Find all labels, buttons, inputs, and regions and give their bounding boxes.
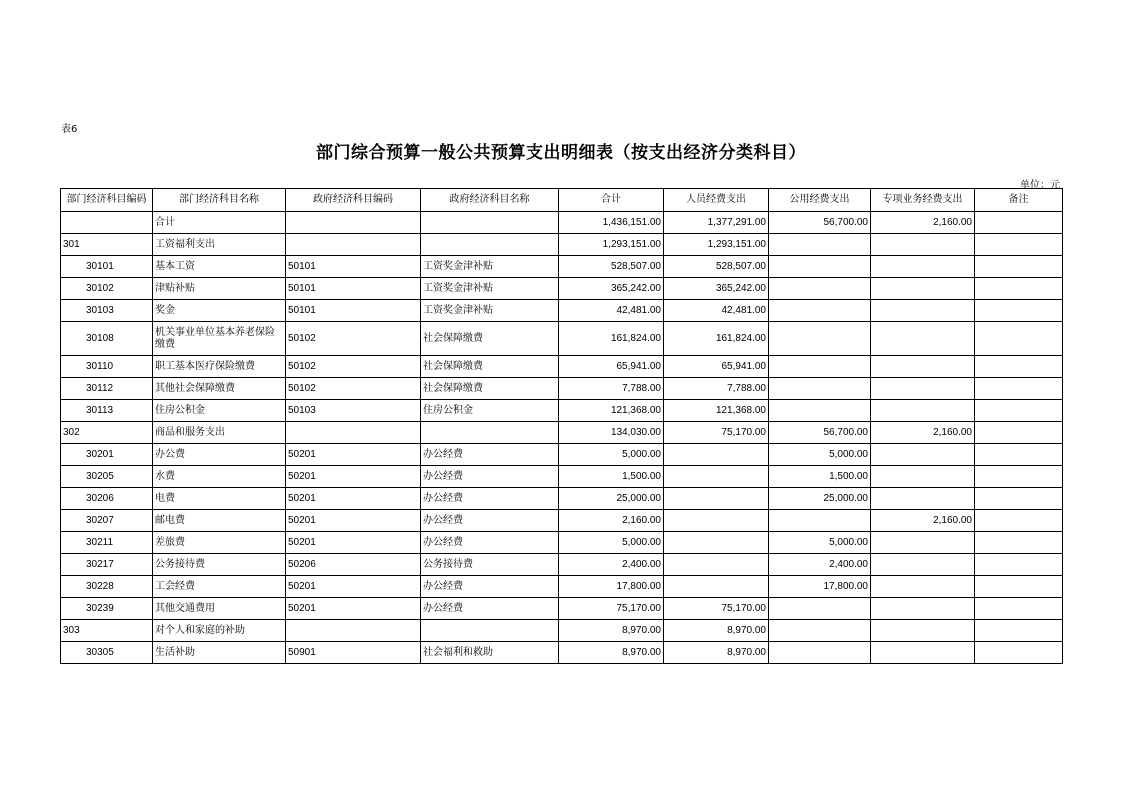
gov-code-cell: 50101 xyxy=(286,300,421,322)
table-row xyxy=(61,488,1063,510)
gov-name-cell xyxy=(421,234,559,256)
gov-code-cell xyxy=(286,212,421,234)
public-cell: 5,000.00 xyxy=(769,444,871,466)
gov-name-cell xyxy=(421,422,559,444)
total-cell: 1,500.00 xyxy=(559,466,664,488)
dept-name-cell: 商品和服务支出 xyxy=(153,422,286,444)
table-row xyxy=(61,400,1063,422)
special-cell xyxy=(871,598,975,620)
special-cell xyxy=(871,444,975,466)
public-cell xyxy=(769,620,871,642)
gov-code-cell: 50102 xyxy=(286,356,421,378)
note-cell xyxy=(975,356,1063,378)
note-cell xyxy=(975,466,1063,488)
column-header-public: 公用经费支出 xyxy=(769,189,871,212)
gov-code-cell: 50102 xyxy=(286,322,421,356)
note-cell xyxy=(975,554,1063,576)
note-cell xyxy=(975,322,1063,356)
dept-code-cell: 30108 xyxy=(61,322,153,356)
total-cell: 65,941.00 xyxy=(559,356,664,378)
note-cell xyxy=(975,234,1063,256)
note-cell xyxy=(975,256,1063,278)
column-header-gov-name: 政府经济科目名称 xyxy=(421,189,559,212)
dept-name-cell: 公务接待费 xyxy=(153,554,286,576)
dept-name-cell: 合计 xyxy=(153,212,286,234)
special-cell xyxy=(871,488,975,510)
public-cell xyxy=(769,300,871,322)
budget-detail-table xyxy=(60,188,1063,664)
table-row xyxy=(61,212,1063,234)
dept-code-cell: 30102 xyxy=(61,278,153,300)
public-cell xyxy=(769,400,871,422)
gov-name-cell: 办公经费 xyxy=(421,598,559,620)
column-header-gov-code: 政府经济科目编码 xyxy=(286,189,421,212)
total-cell: 8,970.00 xyxy=(559,620,664,642)
personnel-cell: 8,970.00 xyxy=(664,642,769,664)
personnel-cell: 161,824.00 xyxy=(664,322,769,356)
dept-code-cell: 30205 xyxy=(61,466,153,488)
column-header-dept-code: 部门经济科目编码 xyxy=(61,189,153,212)
special-cell xyxy=(871,554,975,576)
dept-code-cell: 30228 xyxy=(61,576,153,598)
gov-name-cell: 办公经费 xyxy=(421,510,559,532)
total-cell: 121,368.00 xyxy=(559,400,664,422)
public-cell xyxy=(769,256,871,278)
note-cell xyxy=(975,212,1063,234)
note-cell xyxy=(975,620,1063,642)
gov-name-cell: 社会保障缴费 xyxy=(421,378,559,400)
dept-name-cell: 水费 xyxy=(153,466,286,488)
special-cell xyxy=(871,642,975,664)
dept-code-cell: 30211 xyxy=(61,532,153,554)
column-header-note: 备注 xyxy=(975,189,1063,212)
table-row xyxy=(61,256,1063,278)
table-row xyxy=(61,510,1063,532)
note-cell xyxy=(975,400,1063,422)
column-header-dept-name: 部门经济科目名称 xyxy=(153,189,286,212)
special-cell xyxy=(871,378,975,400)
special-cell xyxy=(871,400,975,422)
gov-code-cell: 50201 xyxy=(286,488,421,510)
dept-code-cell: 30206 xyxy=(61,488,153,510)
table-row xyxy=(61,444,1063,466)
personnel-cell: 1,293,151.00 xyxy=(664,234,769,256)
table-header-row xyxy=(61,189,1063,212)
dept-name-cell: 其他交通费用 xyxy=(153,598,286,620)
gov-name-cell: 工资奖金津补贴 xyxy=(421,278,559,300)
public-cell xyxy=(769,642,871,664)
personnel-cell: 75,170.00 xyxy=(664,422,769,444)
dept-name-cell: 职工基本医疗保险缴费 xyxy=(153,356,286,378)
total-cell: 161,824.00 xyxy=(559,322,664,356)
gov-code-cell xyxy=(286,422,421,444)
total-cell: 75,170.00 xyxy=(559,598,664,620)
dept-name-cell: 邮电费 xyxy=(153,510,286,532)
note-cell xyxy=(975,598,1063,620)
gov-code-cell: 50201 xyxy=(286,444,421,466)
public-cell: 5,000.00 xyxy=(769,532,871,554)
personnel-cell: 8,970.00 xyxy=(664,620,769,642)
note-cell xyxy=(975,642,1063,664)
dept-code-cell: 30201 xyxy=(61,444,153,466)
dept-code-cell: 302 xyxy=(61,422,153,444)
table-row xyxy=(61,532,1063,554)
dept-name-cell: 对个人和家庭的补助 xyxy=(153,620,286,642)
special-cell xyxy=(871,278,975,300)
table-row xyxy=(61,278,1063,300)
public-cell: 1,500.00 xyxy=(769,466,871,488)
special-cell xyxy=(871,532,975,554)
public-cell xyxy=(769,278,871,300)
gov-code-cell: 50201 xyxy=(286,576,421,598)
column-header-special: 专项业务经费支出 xyxy=(871,189,975,212)
note-cell xyxy=(975,444,1063,466)
gov-code-cell: 50201 xyxy=(286,510,421,532)
gov-code-cell: 50201 xyxy=(286,532,421,554)
total-cell: 17,800.00 xyxy=(559,576,664,598)
public-cell: 2,400.00 xyxy=(769,554,871,576)
gov-code-cell xyxy=(286,620,421,642)
column-header-personnel: 人员经费支出 xyxy=(664,189,769,212)
public-cell xyxy=(769,356,871,378)
table-row xyxy=(61,576,1063,598)
table-number-label: 表6 xyxy=(61,124,78,135)
table-row xyxy=(61,642,1063,664)
dept-code-cell: 30207 xyxy=(61,510,153,532)
personnel-cell: 7,788.00 xyxy=(664,378,769,400)
personnel-cell xyxy=(664,466,769,488)
unit-label: 单位：元 xyxy=(1020,180,1060,191)
gov-code-cell: 50901 xyxy=(286,642,421,664)
special-cell xyxy=(871,256,975,278)
special-cell: 2,160.00 xyxy=(871,422,975,444)
special-cell xyxy=(871,466,975,488)
gov-code-cell: 50101 xyxy=(286,278,421,300)
gov-code-cell: 50103 xyxy=(286,400,421,422)
personnel-cell xyxy=(664,510,769,532)
note-cell xyxy=(975,488,1063,510)
gov-name-cell: 办公经费 xyxy=(421,466,559,488)
table-row xyxy=(61,356,1063,378)
gov-name-cell: 办公经费 xyxy=(421,444,559,466)
public-cell: 17,800.00 xyxy=(769,576,871,598)
table-row xyxy=(61,554,1063,576)
gov-code-cell xyxy=(286,234,421,256)
dept-name-cell: 电费 xyxy=(153,488,286,510)
total-cell: 2,400.00 xyxy=(559,554,664,576)
total-cell: 2,160.00 xyxy=(559,510,664,532)
personnel-cell: 75,170.00 xyxy=(664,598,769,620)
note-cell xyxy=(975,278,1063,300)
public-cell xyxy=(769,510,871,532)
table-row xyxy=(61,422,1063,444)
total-cell: 25,000.00 xyxy=(559,488,664,510)
note-cell xyxy=(975,576,1063,598)
dept-name-cell: 其他社会保障缴费 xyxy=(153,378,286,400)
gov-code-cell: 50206 xyxy=(286,554,421,576)
gov-name-cell: 社会保障缴费 xyxy=(421,356,559,378)
gov-name-cell: 办公经费 xyxy=(421,576,559,598)
table-row xyxy=(61,466,1063,488)
gov-name-cell: 社会福利和救助 xyxy=(421,642,559,664)
dept-name-cell: 奖金 xyxy=(153,300,286,322)
personnel-cell: 528,507.00 xyxy=(664,256,769,278)
personnel-cell xyxy=(664,488,769,510)
note-cell xyxy=(975,300,1063,322)
dept-code-cell xyxy=(61,212,153,234)
note-cell xyxy=(975,422,1063,444)
special-cell xyxy=(871,300,975,322)
gov-name-cell: 社会保障缴费 xyxy=(421,322,559,356)
gov-name-cell xyxy=(421,620,559,642)
dept-name-cell: 工会经费 xyxy=(153,576,286,598)
public-cell xyxy=(769,378,871,400)
dept-name-cell: 生活补助 xyxy=(153,642,286,664)
dept-name-cell: 工资福利支出 xyxy=(153,234,286,256)
table-row xyxy=(61,234,1063,256)
personnel-cell: 1,377,291.00 xyxy=(664,212,769,234)
dept-code-cell: 30112 xyxy=(61,378,153,400)
dept-name-cell: 机关事业单位基本养老保险缴费 xyxy=(153,322,286,356)
dept-code-cell: 30103 xyxy=(61,300,153,322)
special-cell xyxy=(871,620,975,642)
dept-name-cell: 办公费 xyxy=(153,444,286,466)
dept-code-cell: 301 xyxy=(61,234,153,256)
personnel-cell: 65,941.00 xyxy=(664,356,769,378)
dept-code-cell: 30101 xyxy=(61,256,153,278)
dept-code-cell: 30113 xyxy=(61,400,153,422)
total-cell: 5,000.00 xyxy=(559,444,664,466)
dept-code-cell: 30217 xyxy=(61,554,153,576)
dept-code-cell: 30305 xyxy=(61,642,153,664)
dept-code-cell: 30239 xyxy=(61,598,153,620)
total-cell: 528,507.00 xyxy=(559,256,664,278)
total-cell: 42,481.00 xyxy=(559,300,664,322)
public-cell: 25,000.00 xyxy=(769,488,871,510)
dept-name-cell: 基本工资 xyxy=(153,256,286,278)
total-cell: 7,788.00 xyxy=(559,378,664,400)
column-header-total: 合计 xyxy=(559,189,664,212)
note-cell xyxy=(975,378,1063,400)
dept-name-cell: 差旅费 xyxy=(153,532,286,554)
note-cell xyxy=(975,532,1063,554)
total-cell: 8,970.00 xyxy=(559,642,664,664)
total-cell: 5,000.00 xyxy=(559,532,664,554)
gov-name-cell: 工资奖金津补贴 xyxy=(421,256,559,278)
gov-code-cell: 50201 xyxy=(286,466,421,488)
personnel-cell: 42,481.00 xyxy=(664,300,769,322)
gov-code-cell: 50102 xyxy=(286,378,421,400)
personnel-cell xyxy=(664,532,769,554)
special-cell: 2,160.00 xyxy=(871,510,975,532)
gov-code-cell: 50201 xyxy=(286,598,421,620)
gov-name-cell: 住房公积金 xyxy=(421,400,559,422)
dept-code-cell: 30110 xyxy=(61,356,153,378)
special-cell xyxy=(871,356,975,378)
total-cell: 134,030.00 xyxy=(559,422,664,444)
public-cell xyxy=(769,322,871,356)
special-cell: 2,160.00 xyxy=(871,212,975,234)
gov-name-cell: 办公经费 xyxy=(421,532,559,554)
personnel-cell xyxy=(664,554,769,576)
special-cell xyxy=(871,322,975,356)
personnel-cell: 121,368.00 xyxy=(664,400,769,422)
special-cell xyxy=(871,234,975,256)
table-row xyxy=(61,598,1063,620)
gov-name-cell: 公务接待费 xyxy=(421,554,559,576)
personnel-cell xyxy=(664,444,769,466)
gov-name-cell: 工资奖金津补贴 xyxy=(421,300,559,322)
total-cell: 365,242.00 xyxy=(559,278,664,300)
special-cell xyxy=(871,576,975,598)
table-row xyxy=(61,300,1063,322)
public-cell xyxy=(769,598,871,620)
personnel-cell: 365,242.00 xyxy=(664,278,769,300)
table-body xyxy=(61,212,1063,664)
dept-name-cell: 津贴补贴 xyxy=(153,278,286,300)
table-row xyxy=(61,620,1063,642)
gov-name-cell xyxy=(421,212,559,234)
public-cell: 56,700.00 xyxy=(769,422,871,444)
public-cell xyxy=(769,234,871,256)
table-row xyxy=(61,378,1063,400)
public-cell: 56,700.00 xyxy=(769,212,871,234)
personnel-cell xyxy=(664,576,769,598)
dept-name-cell: 住房公积金 xyxy=(153,400,286,422)
page-title: 部门综合预算一般公共预算支出明细表（按支出经济分类科目） xyxy=(316,143,806,163)
total-cell: 1,436,151.00 xyxy=(559,212,664,234)
gov-name-cell: 办公经费 xyxy=(421,488,559,510)
total-cell: 1,293,151.00 xyxy=(559,234,664,256)
table-row xyxy=(61,322,1063,356)
note-cell xyxy=(975,510,1063,532)
gov-code-cell: 50101 xyxy=(286,256,421,278)
dept-code-cell: 303 xyxy=(61,620,153,642)
